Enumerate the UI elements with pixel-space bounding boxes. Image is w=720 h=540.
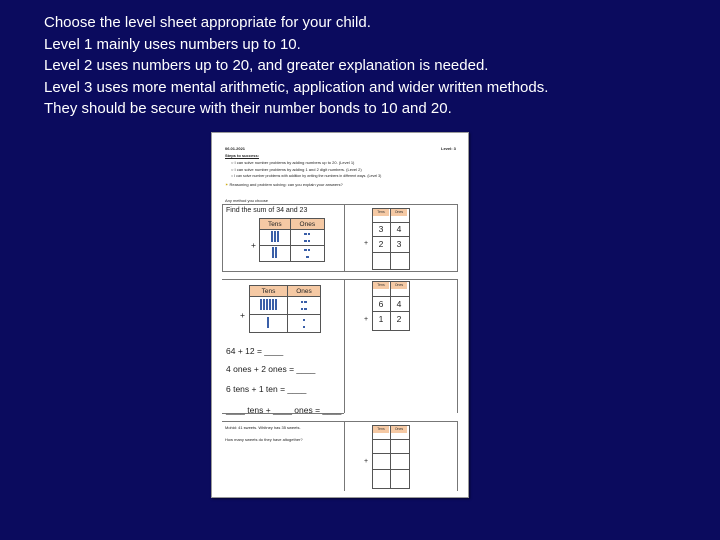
partition-line-1: 64 + 12 = ____ [226,346,284,356]
plus-sign: + [364,316,369,323]
plus-sign: + [240,310,245,320]
intro-line-4: Level 3 uses more mental arithmetic, application and wider written methods. [44,78,549,96]
question-1-place-value-table [259,218,325,262]
steps-title: Steps to success: [225,153,260,158]
tens-header: Tens [373,426,389,433]
intro-line-3: Level 2 uses numbers up to 20, and greater explanation is needed. [44,57,489,74]
any-method-label: Any method you choose [225,198,268,203]
digit: 3 [396,239,402,249]
intro-line-5: They should be secure with their number bonds to 10 and 20. [44,100,452,117]
tens-header: Tens [373,209,389,216]
partition-line-2: 4 ones + 2 ones = ____ [226,364,316,374]
digit: 4 [396,224,402,234]
digit: 3 [378,224,384,234]
tens-header: Tens [250,286,288,297]
tens-header: Tens [260,219,291,230]
intro-text [44,12,704,120]
worksheet-level: Level: 3 [441,146,456,151]
tens-header: Tens [373,282,389,289]
step-3: ○ I can solve number problems with addition by writing the numbers in different ways. (Level 3) [231,174,382,178]
ones-header: Ones [290,219,324,230]
worksheet-date: 06.01.2021 [225,146,246,151]
worksheet-image [211,132,469,498]
plus-sign: + [251,240,256,250]
step-2: ○ I can solve number problems by adding 1 and 2 digit numbers. (Level 2) [231,167,362,172]
word-problem-line-2: How many sweets do they have altogether? [225,437,303,442]
digit: 1 [378,314,384,324]
tens-blocks [260,246,291,262]
question-2-place-value-table [249,285,321,333]
reasoning-line: ✶ Reasoning and problem solving: can you explain your answers? [225,182,343,187]
ones-dots [287,315,320,333]
plus-sign: + [364,240,369,247]
plus-sign: + [364,458,369,465]
ones-header: Ones [391,426,407,433]
digit: 4 [396,299,402,309]
ones-header: Ones [391,209,407,216]
ones-header: Ones [287,286,320,297]
intro-line-2: Level 1 mainly uses numbers up to 10. [44,35,301,53]
star-icon: ✶ [225,182,229,187]
digit: 2 [396,314,402,324]
tens-blocks [250,297,288,315]
tens-blocks [260,230,291,246]
word-problem-line-1: Mohid: 41 sweets. Whitney has 35 sweets. [225,425,301,430]
tens-blocks [250,315,288,333]
partition-line-3: 6 tens + 1 ten = ____ [226,384,307,394]
digit: 2 [378,239,384,249]
step-1: ○ I can solve number problems by adding numbers up to 20. (Level 1) [231,160,355,165]
ones-header: Ones [391,282,407,289]
question-1-title: Find the sum of 34 and 23 [226,207,308,214]
ones-dots [290,230,324,246]
partition-line-4: ____ tens + ____ ones = ____ [226,405,342,415]
digit: 6 [378,299,384,309]
ones-dots [287,297,320,315]
ones-dots [290,246,324,262]
intro-line-1: Choose the level sheet appropriate for your child. [44,14,371,31]
